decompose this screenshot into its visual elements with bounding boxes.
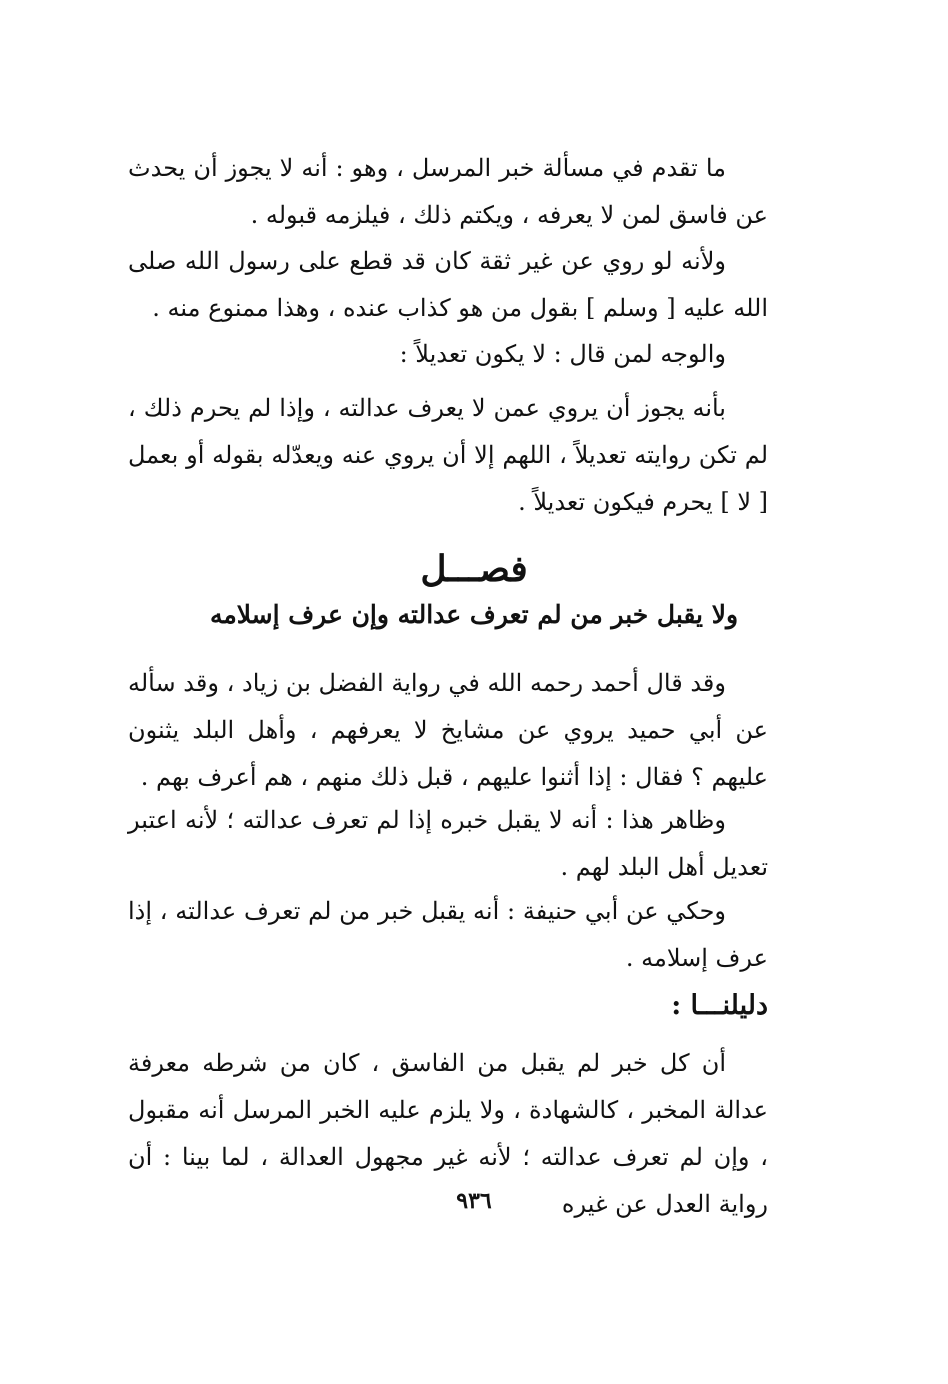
paragraph-7: وحكي عن أبي حنيفة : أنه يقبل خبر من لم تعرف عدالته ، إذا عرف إسلامه . [128, 897, 768, 972]
paragraph-2: ولأنه لو روي عن غير ثقة كان قد قطع على رسول الله صلى الله عليه [ وسلم ] بقول من هو كذاب عنده ، وهذا ممنوع منه . [128, 247, 768, 322]
paragraph-6: وظاهر هذا : أنه لا يقبل خبره إذا لم تعرف عدالته ؛ لأنه اعتبر تعديل أهل البلد لهم . [128, 806, 768, 881]
paragraph-1: ما تقدم في مسألة خبر المرسل ، وهو : أنه لا يجوز أن يحدث عن فاسق لمن لا يعرفه ، ويكتم ذلك ، فيلزمه قبوله . [128, 154, 768, 229]
section-subtitle: ولا يقبل خبر من لم تعرف عدالته وإن عرف إسلامه [209, 600, 739, 629]
paragraph-5: وقد قال أحمد رحمه الله في رواية الفضل بن زياد ، وقد سأله عن أبي حميد يروي عن مشايخ لا يعرفهم ، وأهل البلد يثنون عليهم ؟ فقال : إذا أثنوا عليهم ، قبل ذلك منهم ، هم أعرف بهم . [128, 669, 769, 791]
paragraph-8: أن كل خبر لم يقبل من الفاسق ، كان من شرطه معرفة عدالة المخبر ، كالشهادة ، ولا يلزم عليه الخبر المرسل أنه مقبول ، وإن لم تعرف عدالته ؛ لأنه غير مجهول العدالة ، لما بينا : أن رواية العدل عن غيره [128, 1049, 768, 1218]
dalil-heading: دليلنـــا : [671, 990, 768, 1021]
paragraph-3: والوجه لمن قال : لا يكون تعديلاً : [399, 340, 726, 368]
section-title: فصـــل [420, 548, 528, 590]
page-number: ٩٣٦ [456, 1188, 492, 1214]
paragraph-4: بأنه يجوز أن يروي عمن لا يعرف عدالته ، وإذا لم يحرم ذلك ، لم تكن روايته تعديلاً ، اللهم إلا أن يروي عنه ويعدّله بقوله أو بعمل [ لا ] يحرم فيكون تعديلاً . [128, 394, 768, 516]
